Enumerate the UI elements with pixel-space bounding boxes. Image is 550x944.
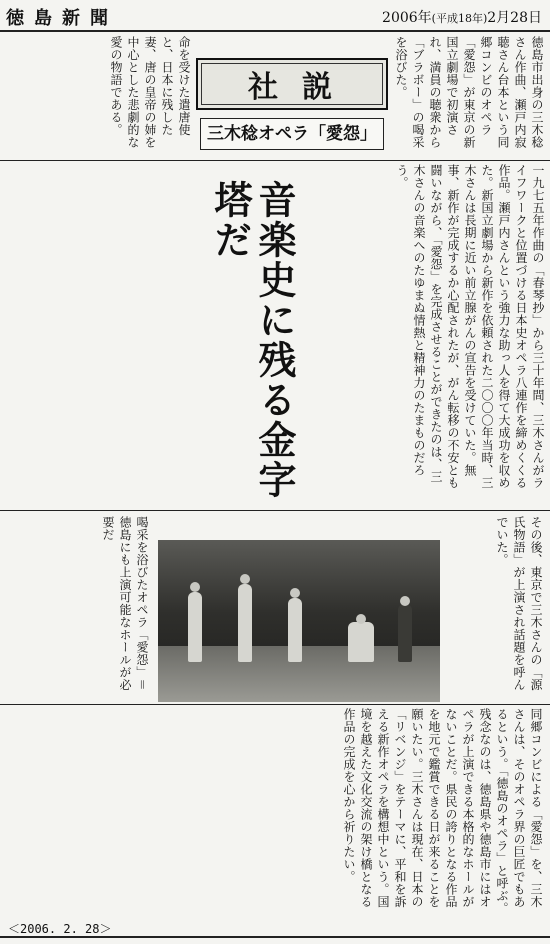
date-month-day: 2月28日 — [487, 10, 542, 26]
column-divider — [0, 510, 550, 511]
opera-stage-photo — [158, 540, 440, 702]
article-column-main: 一九七五年作曲の「春琴抄」から三十年間、三木さんがライフワークと位置づける日本史オペラ八連作を締めくくる作品。瀬戸内さんという強力な助っ人を得て大成功を収めた。新国立劇場から新作を依頼された二〇〇〇年当時、三木さんは長期に近い前立腺がんの宣告を受けていた。無事、新作が完成するか心配されたが、がん転移の不安とも闘いながら、「愛怨」を完成させることができたのは、三木さんの音楽へのたゆまぬ情熱と精神力のたまものだろう。 — [395, 164, 545, 489]
performer-head — [400, 596, 410, 606]
bottom-rule — [0, 936, 550, 938]
performer-figure — [398, 604, 412, 662]
date-stamp: ＜2006. 2. 28＞ — [8, 922, 112, 936]
article-headline: 音楽史に残る金字塔だ — [252, 180, 296, 510]
date-era: (平成18年) — [431, 12, 488, 25]
newspaper-header — [0, 0, 550, 32]
performer-figure — [288, 598, 302, 662]
performer-head — [356, 614, 366, 624]
dateline — [382, 7, 542, 27]
performer-figure — [188, 592, 202, 662]
photo-caption: 喝采を浴びたオペラ「愛怨」＝徳島にも上演可能なホールが必要だ — [101, 516, 149, 692]
performer-head — [190, 582, 200, 592]
masthead: 徳島新聞 — [6, 8, 118, 29]
date-year: 2006年 — [382, 10, 432, 26]
article-column-bottom: 同郷コンビによる「愛怨」を、三木さんは、そのオペラ界の巨匠でもあるという。「徳島のオペラ」と呼ぶ。残念なのは、徳島県や徳島市にはオペラが上演できる本格的なホールがないことだ。県民の誇りとなる作品を地元で鑑賞できる日が来ることを願いたい。三木さんは現在、日本の「リベンジ」をテーマに、平和を訴える新作オペラを構想中という。国境を越えた文化交流の架け橋となる作品の完成を心から祈りたい。 — [342, 708, 543, 915]
column-divider — [0, 160, 550, 161]
article-column-top-left: 命を受けた遣唐使と、日本に残した妻、唐の皇帝の姉を中心とした悲劇的な愛の物語である。 — [109, 36, 191, 149]
column-divider — [0, 704, 550, 705]
article-subhead: 三木稔オペラ「愛怨」 — [200, 118, 384, 150]
performer-head — [240, 574, 250, 584]
performer-figure — [238, 584, 252, 662]
performer-head — [290, 588, 300, 598]
section-label-box — [196, 58, 388, 110]
article-column-top-right: 徳島市出身の三木稔さん作曲、瀬戸内寂聴さん台本という同郷コンビのオペラ「愛怨」が東京の新国立劇場で初演され、満員の聴衆から「ブラボー」の喝采を浴びた。 — [394, 36, 544, 149]
article-column-right-lower: その後、東京で三木さんの「源氏物語」が上演され話題を呼んでいた。 — [495, 516, 543, 691]
section-label: 社説 — [201, 63, 383, 105]
performer-figure — [348, 622, 374, 662]
